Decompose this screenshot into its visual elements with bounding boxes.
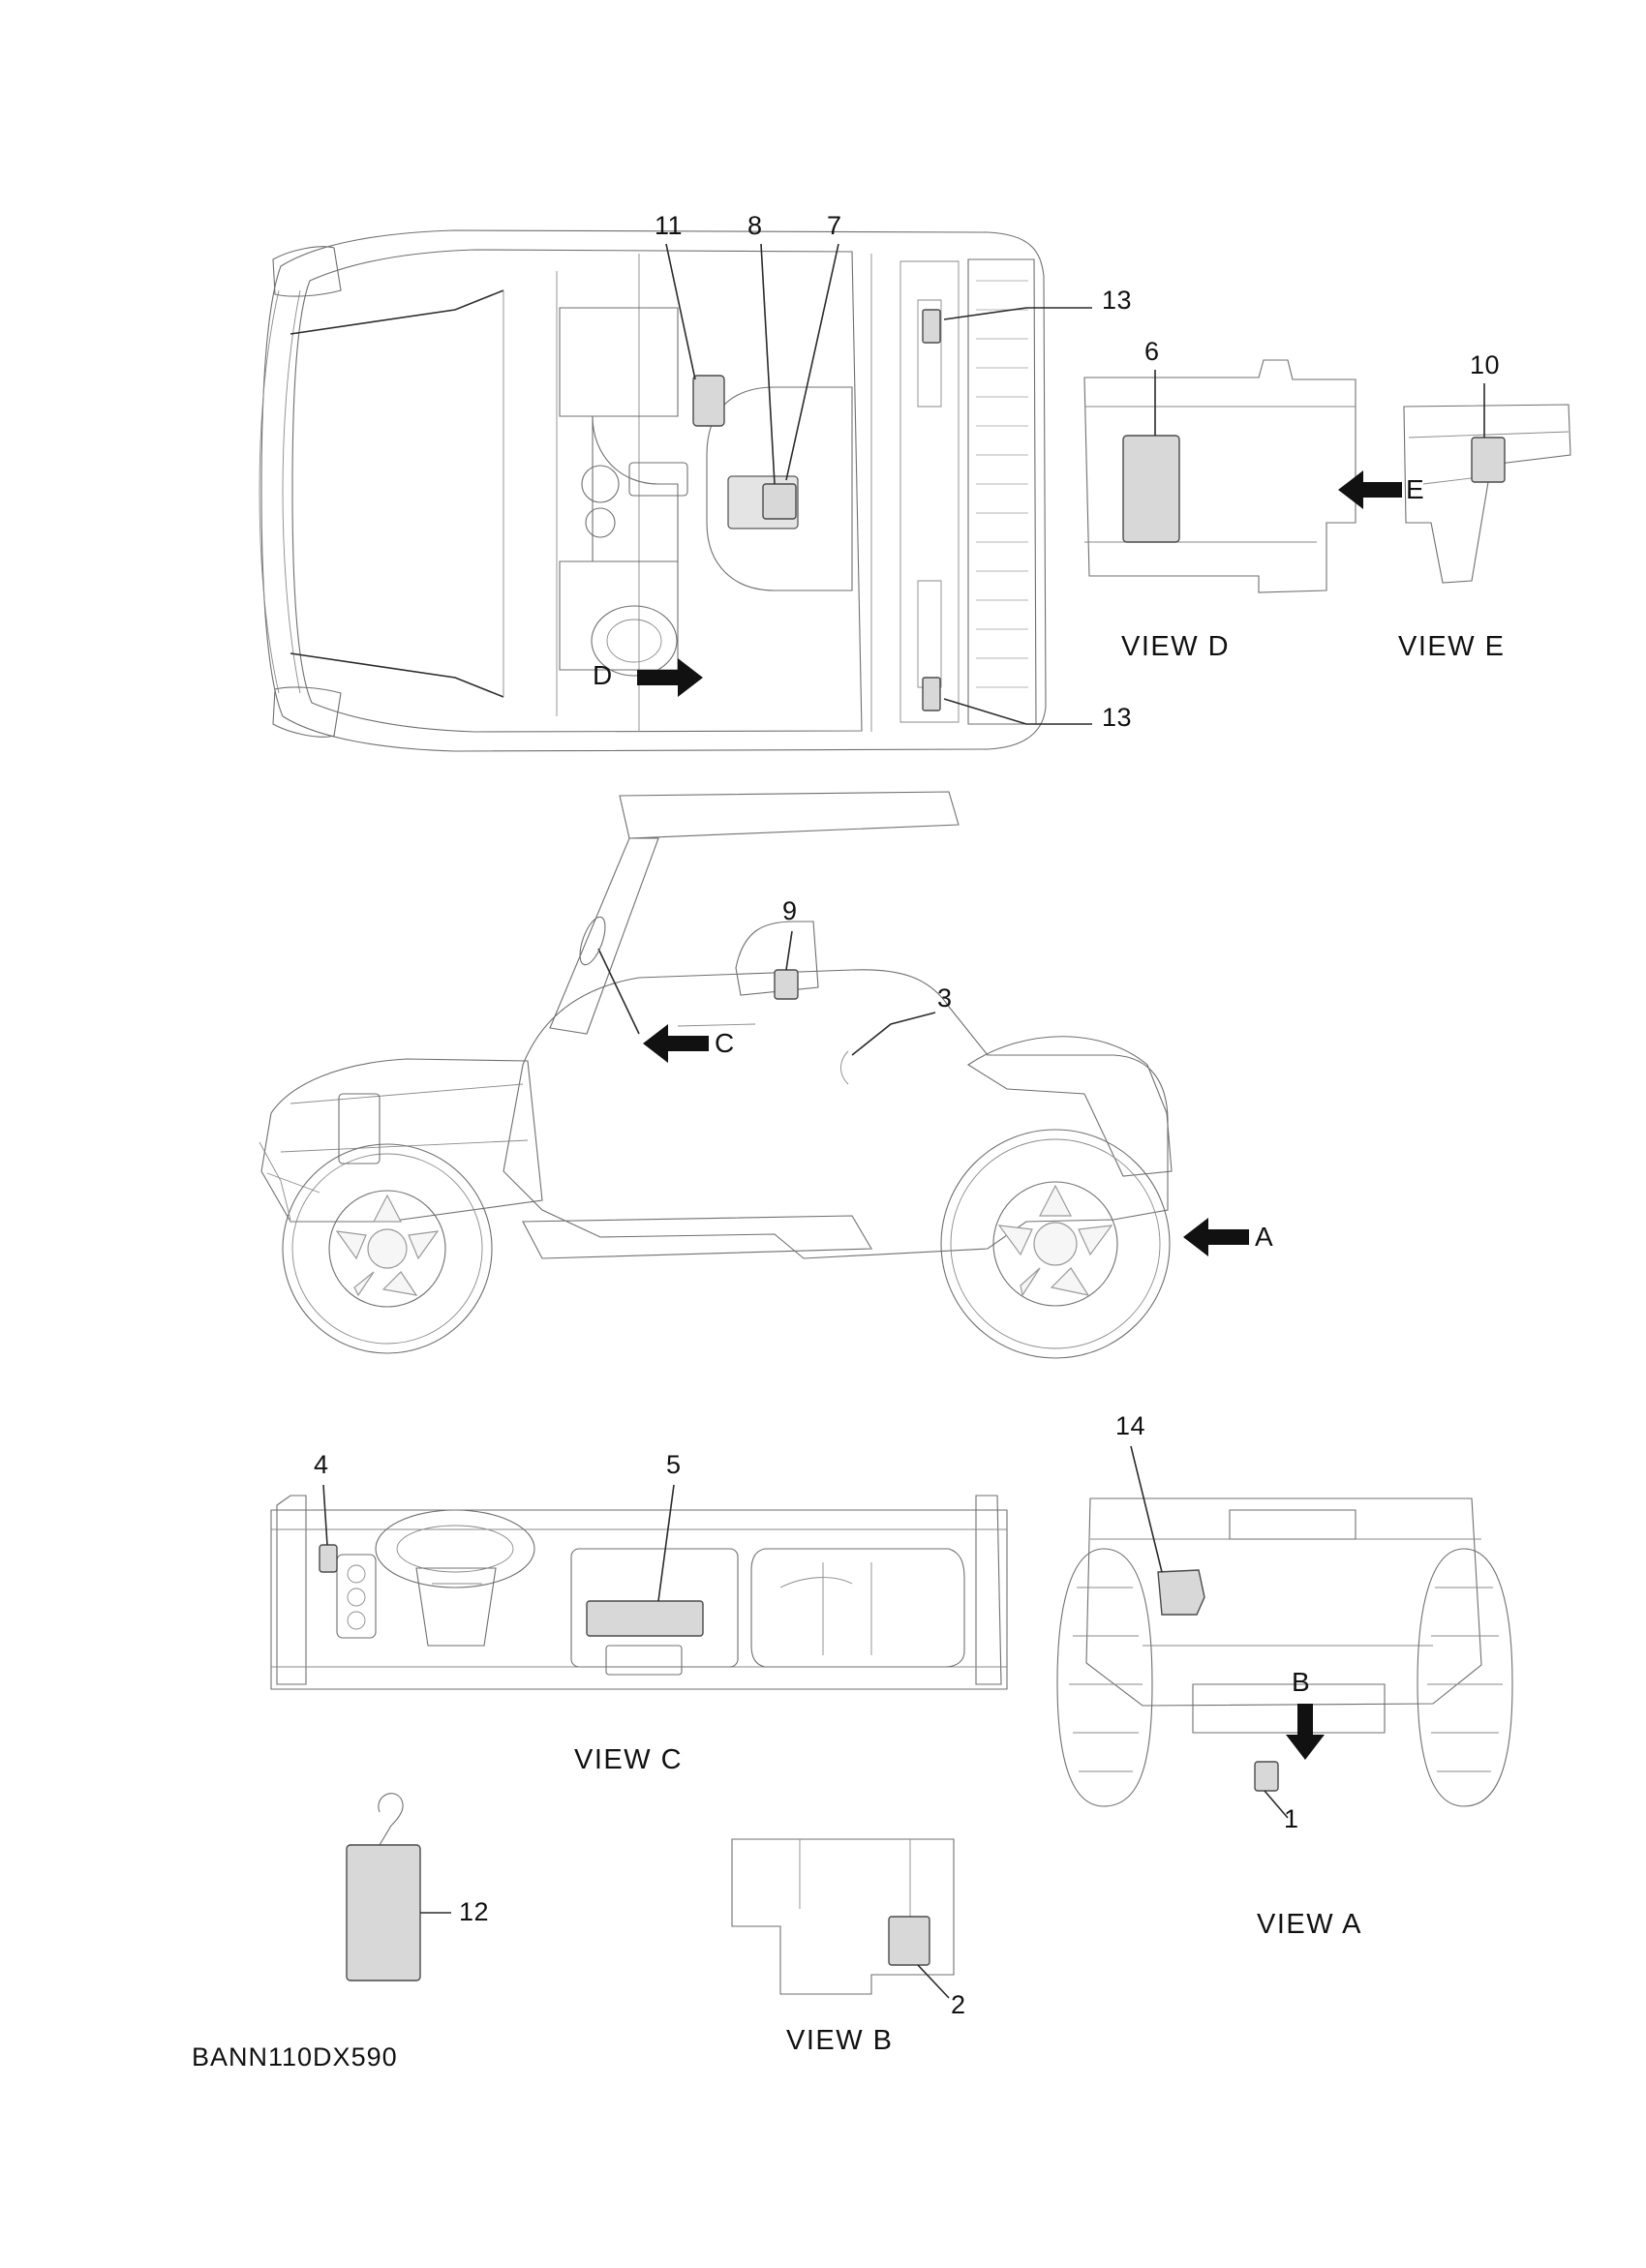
view-e-art [1404,383,1570,583]
callout-9: 9 [782,896,798,925]
sticker-2 [889,1917,930,1965]
callout-2: 2 [951,1990,966,2019]
view-b-art [732,1839,954,1998]
callout-8: 8 [747,211,763,240]
view-a-art [1057,1446,1512,1818]
callout-13-top: 13 [1102,286,1133,315]
sticker-5 [587,1601,703,1636]
sticker-7 [763,484,796,519]
sticker-4 [320,1545,337,1572]
view-d-art [1084,360,1402,592]
view-label-c: VIEW C [574,1744,684,1775]
callout-1: 1 [1284,1804,1299,1833]
part-code: BANN110DX590 [192,2042,398,2071]
arrow-letter-b: B [1292,1667,1310,1697]
view-label-b: VIEW B [786,2025,894,2056]
callout-7: 7 [827,211,842,240]
arrow-letter-c: C [715,1028,735,1058]
arrow-d [637,658,703,697]
arrow-letter-e: E [1406,474,1424,504]
sticker-13-top [923,310,940,343]
sticker-6 [1123,436,1179,542]
sticker-1 [1255,1762,1278,1791]
sticker-11 [693,376,724,426]
view-c-art [271,1485,1007,1689]
sticker-14 [1158,1570,1204,1615]
callout-5: 5 [666,1450,682,1479]
arrow-letter-a: A [1255,1222,1273,1252]
callout-13-bottom: 13 [1102,703,1133,732]
view-label-e: VIEW E [1398,631,1506,662]
sticker-9 [775,970,798,999]
view-label-d: VIEW D [1121,631,1231,662]
callout-14: 14 [1115,1411,1146,1440]
callout-3: 3 [937,983,953,1013]
callout-12: 12 [459,1897,490,1926]
sticker-13-bottom [923,678,940,711]
item-12-art [347,1794,451,1981]
callout-6: 6 [1144,337,1160,366]
view-label-a: VIEW A [1257,1909,1362,1940]
arrow-letter-d: D [593,660,613,690]
callout-4: 4 [314,1450,329,1479]
sticker-10 [1472,438,1505,482]
callout-10: 10 [1470,350,1501,379]
side-view-vehicle [259,792,1249,1358]
sticker-12 [347,1845,420,1981]
callout-11: 11 [655,211,684,240]
